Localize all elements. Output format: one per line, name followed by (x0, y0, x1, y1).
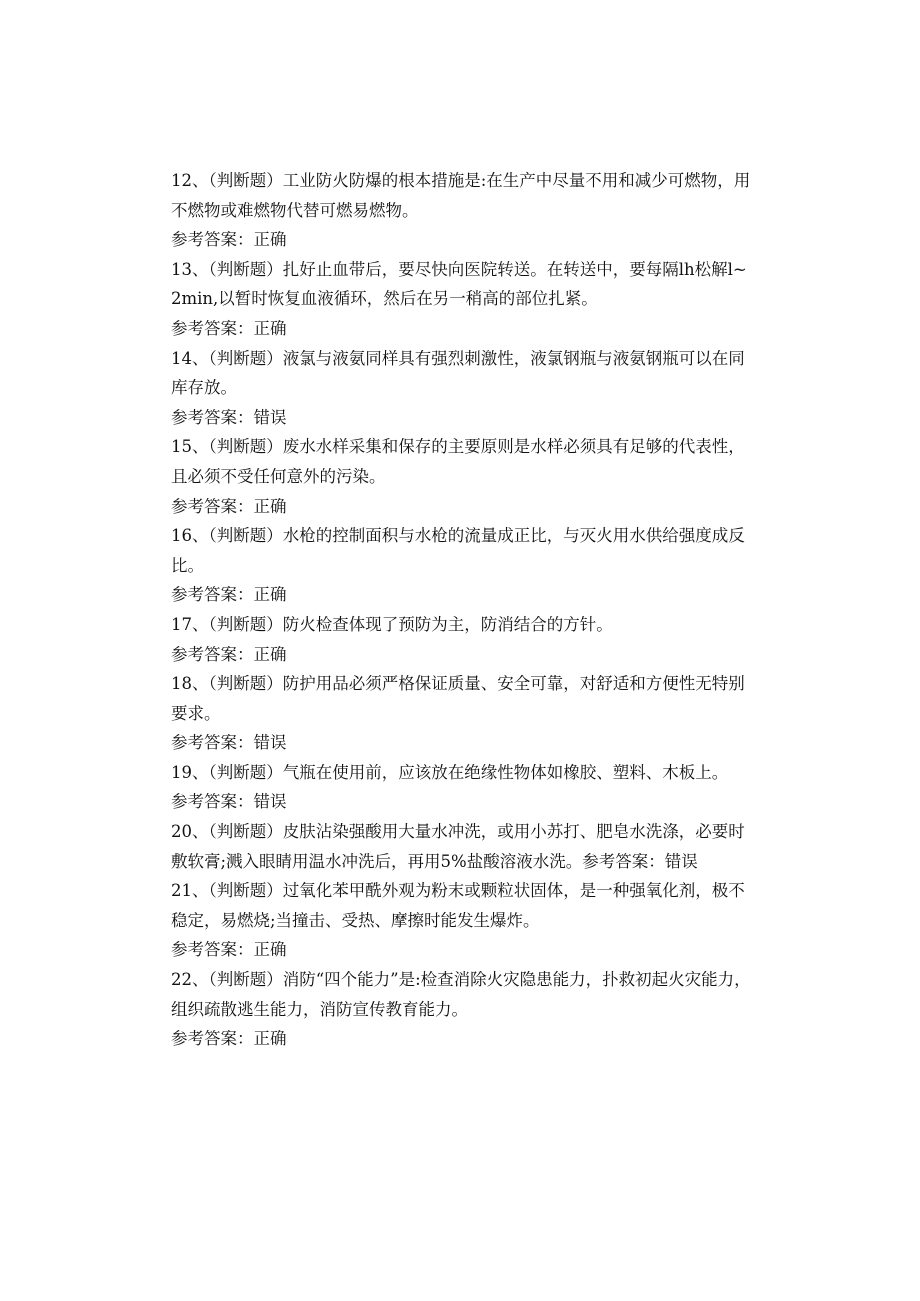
answer-label: 参考答案： (171, 230, 254, 250)
answer-value: 正确 (253, 496, 287, 516)
question-number: 15、 (171, 437, 209, 457)
answer-label: 参考答案： (171, 407, 254, 427)
question-list (171, 166, 751, 1054)
question-type: （判断题） (208, 437, 283, 457)
question-number: 16、 (171, 526, 209, 546)
question-13 (171, 255, 751, 314)
question-type: （判断题） (208, 348, 283, 368)
question-type: （判断题） (208, 762, 283, 782)
question-number: 13、 (171, 259, 209, 279)
question-type: （判断题） (208, 881, 283, 901)
question-text: 防火检查体现了预防为主，防消结合的方针。 (282, 614, 613, 634)
question-text: 气瓶在使用前，应该放在绝缘性物体如橡胶、塑料、木板上。 (282, 762, 729, 782)
question-number: 18、 (171, 674, 209, 694)
question-number: 14、 (171, 348, 209, 368)
answer-20 (582, 852, 698, 871)
question-20 (171, 817, 751, 876)
answer-value: 正确 (253, 230, 287, 250)
answer-label: 参考答案： (171, 940, 254, 960)
question-type: （判断题） (208, 259, 283, 279)
answer-17 (171, 640, 751, 670)
question-type: （判断题） (208, 171, 283, 190)
question-text: 工业防火防爆的根本措施是:在生产中尽量不用和减少可燃物，用不燃物或难燃物代替可燃易燃物。 (171, 171, 751, 220)
question-15 (171, 432, 751, 491)
question-number: 12、 (171, 171, 209, 190)
question-type: （判断题） (208, 822, 283, 842)
question-21 (171, 876, 751, 935)
answer-15 (171, 492, 751, 522)
question-number: 19、 (171, 762, 209, 782)
answer-label: 参考答案： (171, 1029, 254, 1049)
answer-value: 错误 (253, 792, 287, 812)
question-number: 22、 (171, 970, 209, 990)
question-19 (171, 758, 751, 788)
question-text: 液氯与液氨同样具有强烈刺激性，液氯钢瓶与液氨钢瓶可以在同库存放。 (171, 348, 745, 398)
answer-label: 参考答案： (171, 318, 254, 338)
question-type: （判断题） (208, 970, 283, 990)
answer-21 (171, 935, 751, 965)
answer-14 (171, 403, 751, 433)
answer-value: 错误 (664, 851, 698, 871)
question-text: 防护用品必须严格保证质量、安全可靠，对舒适和方便性无特别要求。 (171, 674, 745, 723)
answer-value: 正确 (253, 318, 287, 338)
answer-12 (171, 225, 751, 255)
answer-13 (171, 314, 751, 344)
question-14 (171, 344, 751, 403)
question-text: 过氧化苯甲酰外观为粉末或颗粒状固体，是一种强氧化剂，极不稳定，易燃烧;当撞击、受热、摩擦时能发生爆炸。 (171, 881, 745, 930)
question-text: 皮肤沾染强酸用大量水冲洗，或用小苏打、肥皂水洗涤，必要时敷软膏;溅入眼睛用温水冲洗后，再用5%盐酸溶液水洗。 (171, 822, 745, 871)
answer-label: 参考答案： (582, 851, 665, 871)
answer-value: 正确 (253, 940, 287, 960)
answer-value: 错误 (253, 733, 287, 753)
answer-value: 正确 (253, 644, 287, 664)
question-number: 20、 (171, 822, 209, 842)
answer-16 (171, 580, 751, 610)
answer-19 (171, 787, 751, 817)
answer-label: 参考答案： (171, 496, 254, 516)
answer-label: 参考答案： (171, 792, 254, 812)
answer-label: 参考答案： (171, 733, 254, 753)
answer-value: 正确 (253, 1029, 287, 1049)
question-text: 废水水样采集和保存的主要原则是水样必须具有足够的代表性，且必须不受任何意外的污染。 (171, 437, 745, 486)
question-17 (171, 610, 751, 640)
question-12 (171, 166, 751, 225)
answer-22 (171, 1024, 751, 1054)
answer-label: 参考答案： (171, 644, 254, 664)
question-type: （判断题） (208, 526, 283, 546)
question-22 (171, 965, 751, 1024)
question-type: （判断题） (208, 614, 283, 634)
answer-value: 正确 (253, 585, 287, 605)
question-text: 消防“四个能力”是:检查消除火灾隐患能力，扑救初起火灾能力，组织疏散逃生能力，消防宣传教育能力。 (171, 970, 751, 1019)
answer-label: 参考答案： (171, 585, 254, 605)
question-16 (171, 521, 751, 580)
answer-18 (171, 728, 751, 758)
question-18 (171, 669, 751, 728)
answer-value: 错误 (253, 407, 287, 427)
question-text: 扎好止血带后，要尽快向医院转送。在转送中，要每隔lh松解l~2min,以暂时恢复血液循环，然后在另一稍高的部位扎紧。 (171, 259, 747, 309)
question-text: 水枪的控制面积与水枪的流量成正比，与灭火用水供给强度成反比。 (171, 526, 745, 575)
question-number: 21、 (171, 881, 209, 901)
question-type: （判断题） (208, 674, 283, 694)
question-number: 17、 (171, 614, 209, 634)
